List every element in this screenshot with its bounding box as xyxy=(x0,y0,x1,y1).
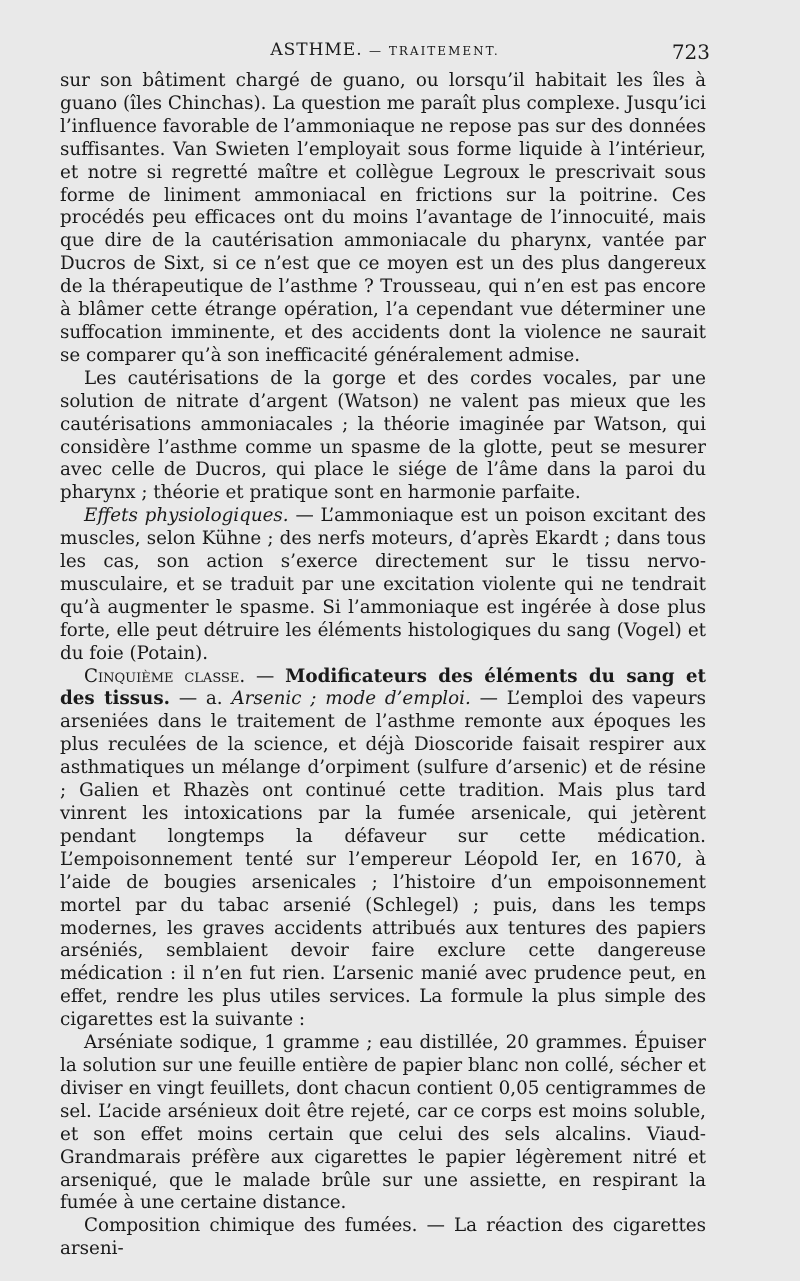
running-title xyxy=(60,40,710,60)
page-number: 723 xyxy=(671,40,710,64)
subsection-heading-italic: Arsenic ; mode d’emploi. xyxy=(231,688,471,710)
paragraph-text: sur son bâtiment chargé de guano, ou lorsqu’il habitait les îles à guano (îles Chinchas). La question me paraît plus complexe. Jusqu’ici l’influence favorable de l’ammoniaque ne repose pas sur des données suffisantes. Van Swieten l’employait sous forme liquide à l’intérieur, et notre si regretté maître et collègue Legroux le prescrivait sous forme de liniment ammoniacal en frictions sur la poitrine. Ces procédés peu efficaces ont du moins l’avantage de l’innocuité, mais que dire de la cautérisation ammoniacale du pharynx, vantée par Ducros de Sixt, si ce n’est que ce moyen est un des plus dangereux de la thérapeutique de l’asthme ? Trousseau, qui n’en est pas encore à blâmer cette étrange opération, l’a cependant vue déterminer une suffocation imminente, et des accidents dont la violence ne saurait se comparer qu’à son inefficacité généralement admise. xyxy=(60,70,706,366)
paragraph-text: — L’emploi des vapeurs arseniées dans le traitement de l’asthme remonte aux époques les plus reculées de la science, et déjà Dioscoride faisait respirer aux asthmatiques un mélange d’orpiment (sulfure d’arsenic) et de résine ; Galien et Rhazès ont continué cette tradition. Mais plus tard vinrent les intoxications par la fumée arsenicale, qui jetèrent pendant longtemps la défaveur sur cette médication. L’empoisonnement tenté sur l’empereur Léopold Ier, en 1670, à l’aide de bougies arsenicales ; l’histoire d’un empoisonnement mortel par du tabac arsenié (Schlegel) ; puis, dans les temps modernes, les graves accidents attribués aux tentures des papiers arséniés, semblaient devoir faire exclure cette dangereuse médication : il n’en fut rien. L’arsenic manié avec prudence peut, en effet, rendre les plus utiles services. La formule la plus simple des cigarettes est la suivante : xyxy=(60,688,706,1031)
paragraph xyxy=(60,505,706,665)
heading-dash: — xyxy=(245,665,286,687)
paragraph xyxy=(60,1032,706,1215)
class-heading: Cinquième classe. xyxy=(84,665,246,687)
running-header xyxy=(60,40,710,68)
paragraph xyxy=(60,1215,706,1261)
section-heading-italic: Effets physiologiques. xyxy=(84,505,289,527)
paragraph-text: Arséniate sodique, 1 gramme ; eau distillée, 20 grammes. Épuiser la solution sur une feuille entière de papier blanc non collé, sécher et diviser en vingt feuillets, dont chacun contient 0,05 centigrammes de sel. L’acide arsénieux doit être rejeté, car ce corps est moins soluble, et son effet moins certain que celui des sels alcalins. Viaud-Grandmarais préfère aux cigarettes le papier légèrement nitré et arseniqué, que le malade brûle sur une assiette, en respirant la fumée à une certaine distance. xyxy=(60,1032,706,1214)
running-title-separator: — xyxy=(369,44,384,58)
paragraph-text: Les cautérisations de la gorge et des cordes vocales, par une solution de nitrate d’argent (Watson) ne valent pas mieux que les cautérisations ammoniacales ; la théorie imaginée par Watson, qui considère l’asthme comme un spasme de la glotte, peut se mesurer avec celle de Ducros, qui place le siége de l’âme dans la paroi du pharynx ; théorie et pratique sont en harmonie parfaite. xyxy=(60,367,706,504)
paragraph-text: Composition chimique des fumées. — La réaction des cigarettes arseni- xyxy=(60,1215,706,1260)
paragraph xyxy=(60,368,706,505)
body-text xyxy=(60,70,706,1261)
running-title-left: ASTHME. xyxy=(270,40,363,60)
paragraph xyxy=(60,666,706,1033)
subsection-marker: — a. xyxy=(170,688,232,710)
paragraph xyxy=(60,70,706,368)
running-title-right: TRAITEMENT. xyxy=(388,44,500,58)
class-title-bold: Modificateurs des éléments du sang et des tissus. xyxy=(60,665,706,710)
paragraph-text: — L’ammoniaque est un poison excitant des muscles, selon Kühne ; des nerfs moteurs, d’après Ekardt ; dans tous les cas, son action s’exerce directement sur le tissu nervo-musculaire, et se traduit par une excitation violente qui ne tendrait qu’à augmenter le spasme. Si l’ammoniaque est ingérée à dose plus forte, elle peut détruire les éléments histologiques du sang (Vogel) et du foie (Potain). xyxy=(60,505,706,664)
